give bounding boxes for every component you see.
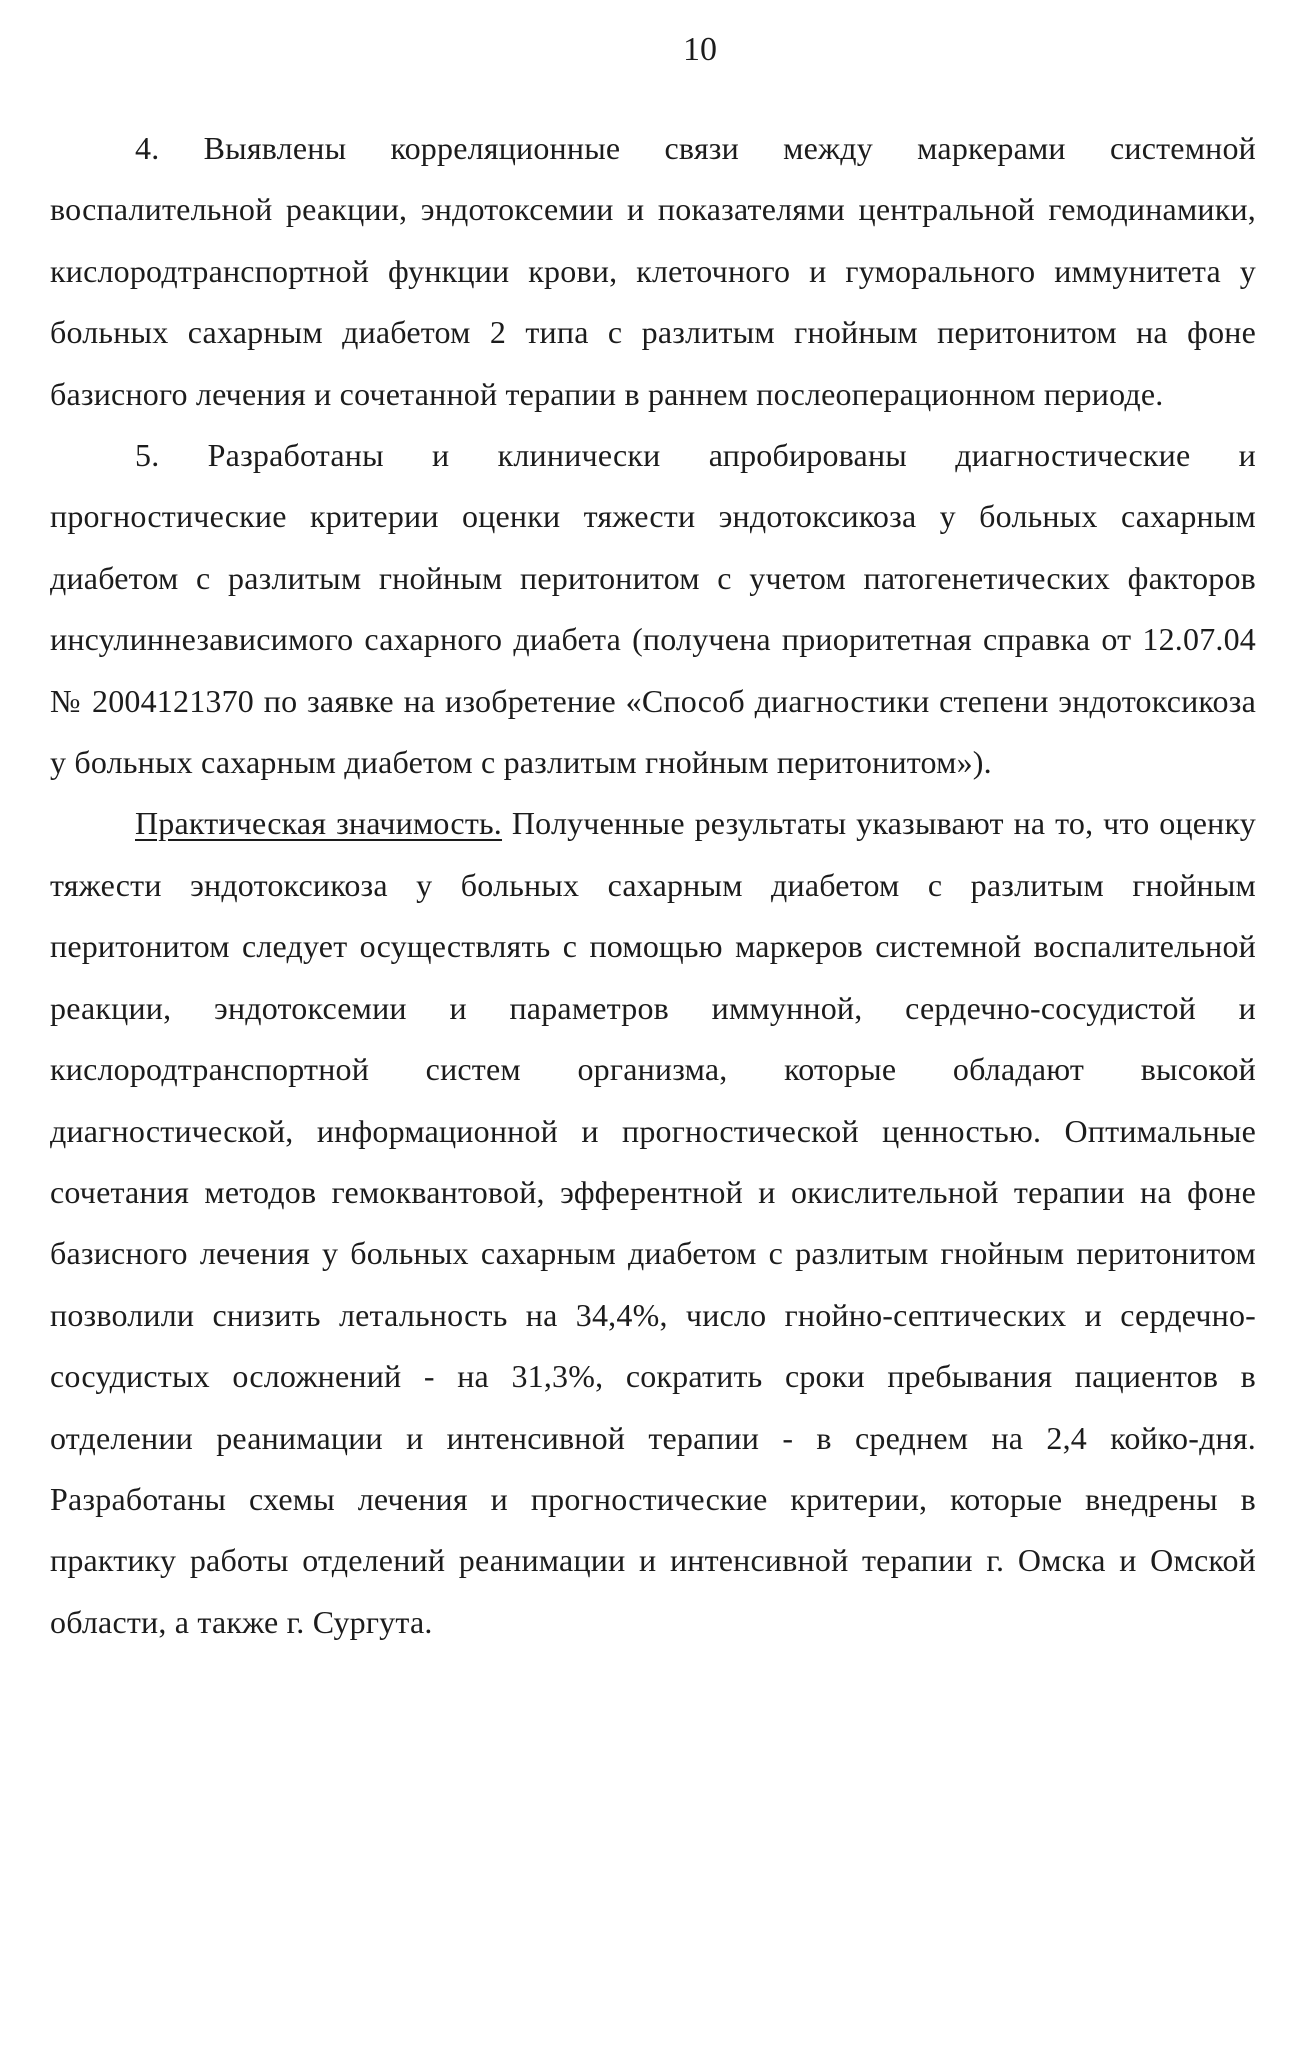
practical-significance-heading: Практическая значимость. [135,805,503,842]
paragraph-findings-5 [50,425,1256,793]
paragraph-text: Полученные результаты указывают на то, что оценку тяжести эндотоксикоза у больных сахарным диабетом с разлитым гнойным перитонитом следует осуществлять с помощью маркеров системной воспалительной реакции, эндотоксемии и параметров иммунной, сердечно-сосудистой и кислородтранспортной систем организма, которые обладают высокой диагностической, информационной и прогностической ценностью. Оптимальные сочетания методов гемоквантовой, эфферентной и окислительной терапии на фоне базисного лечения у больных сахарным диабетом с разлитым гнойным перитонитом позволили снизить летальность на 34,4%, число гнойно-септических и сердечно-сосудистых осложнений - на 31,3%, сократить сроки пребывания пациентов в отделении реанимации и интенсивной терапии - в среднем на 2,4 койко-дня. Разработаны схемы лечения и прогностические критерии, которые внедрены в практику работы отделений реанимации и интенсивной терапии г. Омска и Омской области, а также г. Сургута. [50,805,1256,1640]
paragraph-findings-4 [50,118,1256,425]
paragraph-text: 4. Выявлены корреляционные связи между маркерами системной воспалительной реакции, эндотоксемии и показателями центральной гемодинамики, кислородтранспортной функции крови, клеточного и гуморального иммунитета у больных сахарным диабетом 2 типа с разлитым гнойным перитонитом на фоне базисного лечения и сочетанной терапии в раннем послеоперационном периоде. [50,130,1256,412]
paragraph-text: 5. Разработаны и клинически апробированы диагностические и прогностические критерии оценки тяжести эндотоксикоза у больных сахарным диабетом с разлитым гнойным перитонитом с учетом патогенетических факторов инсулиннезависимого сахарного диабета (получена приоритетная справка от 12.07.04 № 2004121370 по заявке на изобретение «Способ диагностики степени эндотоксикоза у больных сахарным диабетом с разлитым гнойным перитонитом»). [50,437,1256,781]
document-body [50,118,1256,1653]
paragraph-practical-significance [50,793,1256,1653]
page-number: 10 [683,31,717,68]
